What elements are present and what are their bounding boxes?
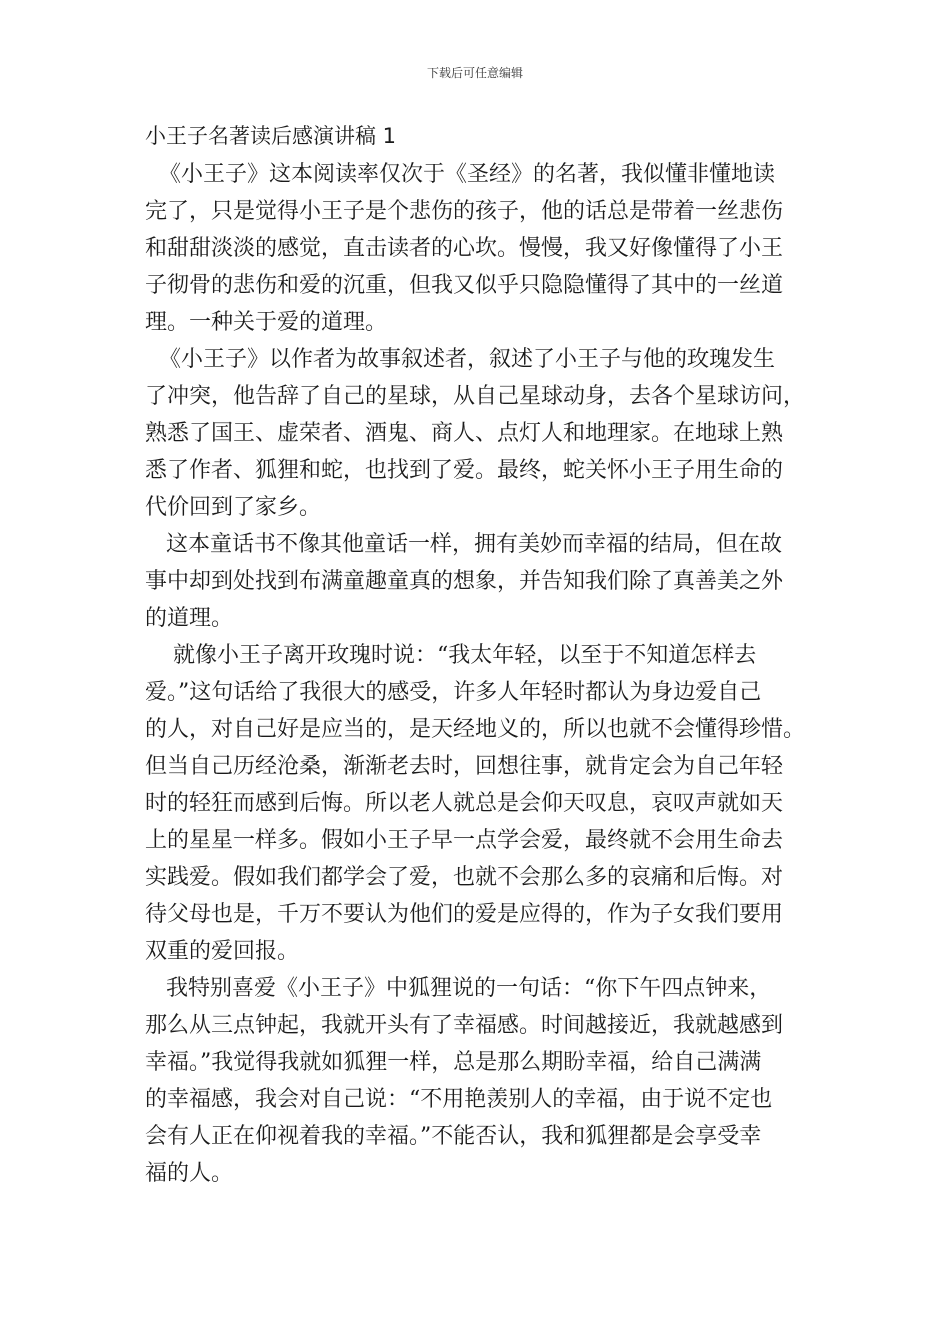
text-line: 的道理。 xyxy=(145,606,234,631)
text-line: 那么从三点钟起，我就开头有了幸福感。时间越接近，我就越感到 xyxy=(145,1013,784,1038)
text-line: 待父母也是，千万不要认为他们的爱是应得的，作为子女我们要用 xyxy=(145,902,784,927)
paragraph-5 xyxy=(145,970,825,1192)
text-line: 事中却到处找到布满童趣童真的想象，并告知我们除了真善美之外 xyxy=(145,569,784,594)
text-line: 子彻骨的悲伤和爱的沉重，但我又似乎只隐隐懂得了其中的一丝道 xyxy=(145,273,784,298)
text-line: 爱。”这句话给了我很大的感受，许多人年轻时都认为身边爱自己 xyxy=(145,680,762,705)
text-line: 实践爱。假如我们都学会了爱，也就不会那么多的哀痛和后悔。对 xyxy=(145,865,784,890)
text-line: 上的星星一样多。假如小王子早一点学会爱，最终就不会用生命去 xyxy=(145,828,784,853)
text-line: 幸福。”我觉得我就如狐狸一样，总是那么期盼幸福，给自己满满 xyxy=(145,1050,762,1075)
paragraph-2 xyxy=(145,341,825,526)
text-line: 《小王子》以作者为故事叙述者，叙述了小王子与他的玫瑰发生 xyxy=(145,347,775,372)
text-line: 就像小王子离开玫瑰时说：“我太年轻，以至于不知道怎样去 xyxy=(145,643,757,668)
text-line: 和甜甜淡淡的感觉，直击读者的心坎。慢慢，我又好像懂得了小王 xyxy=(145,236,784,261)
text-line: 时的轻狂而感到后悔。所以老人就总是会仰天叹息，哀叹声就如天 xyxy=(145,791,784,816)
page-header: 下载后可任意编辑 xyxy=(426,66,523,80)
paragraph-4 xyxy=(145,637,825,970)
text-line: 完了，只是觉得小王子是个悲伤的孩子，他的话总是带着一丝悲伤 xyxy=(145,199,784,224)
text-line: 双重的爱回报。 xyxy=(145,939,300,964)
paragraph-1 xyxy=(145,156,825,341)
paragraph-3 xyxy=(145,526,825,637)
text-line: 的幸福感，我会对自己说：“不用艳羡别人的幸福，由于说不定也 xyxy=(145,1087,773,1112)
text-line: 了冲突，他告辞了自己的星球，从自己星球动身，去各个星球访问， xyxy=(145,384,806,409)
text-line: 会有人正在仰视着我的幸福。”不能否认，我和狐狸都是会享受幸 xyxy=(145,1124,762,1149)
text-line: 悉了作者、狐狸和蛇，也找到了爱。最终，蛇关怀小王子用生命的 xyxy=(145,458,784,483)
text-line: 福的人。 xyxy=(145,1161,234,1186)
text-line: 这本童话书不像其他童话一样，拥有美妙而幸福的结局，但在故 xyxy=(145,532,782,557)
text-line: 《小王子》这本阅读率仅次于《圣经》的名著，我似懂非懂地读 xyxy=(145,162,775,187)
document-body xyxy=(145,156,825,1192)
text-line: 理。一种关于爱的道理。 xyxy=(145,310,388,335)
text-line: 但当自己历经沧桑，渐渐老去时，回想往事，就肯定会为自己年轻 xyxy=(145,754,784,779)
text-line: 代价回到了家乡。 xyxy=(145,495,322,520)
document-title: 小王子名著读后感演讲稿 1 xyxy=(145,124,397,148)
text-line: 我特别喜爱《小王子》中狐狸说的一句话：“你下午四点钟来， xyxy=(145,976,772,1001)
text-line: 熟悉了国王、虚荣者、酒鬼、商人、点灯人和地理家。在地球上熟 xyxy=(145,421,784,446)
text-line: 的人，对自己好是应当的，是天经地义的，所以也就不会懂得珍惜。 xyxy=(145,717,806,742)
